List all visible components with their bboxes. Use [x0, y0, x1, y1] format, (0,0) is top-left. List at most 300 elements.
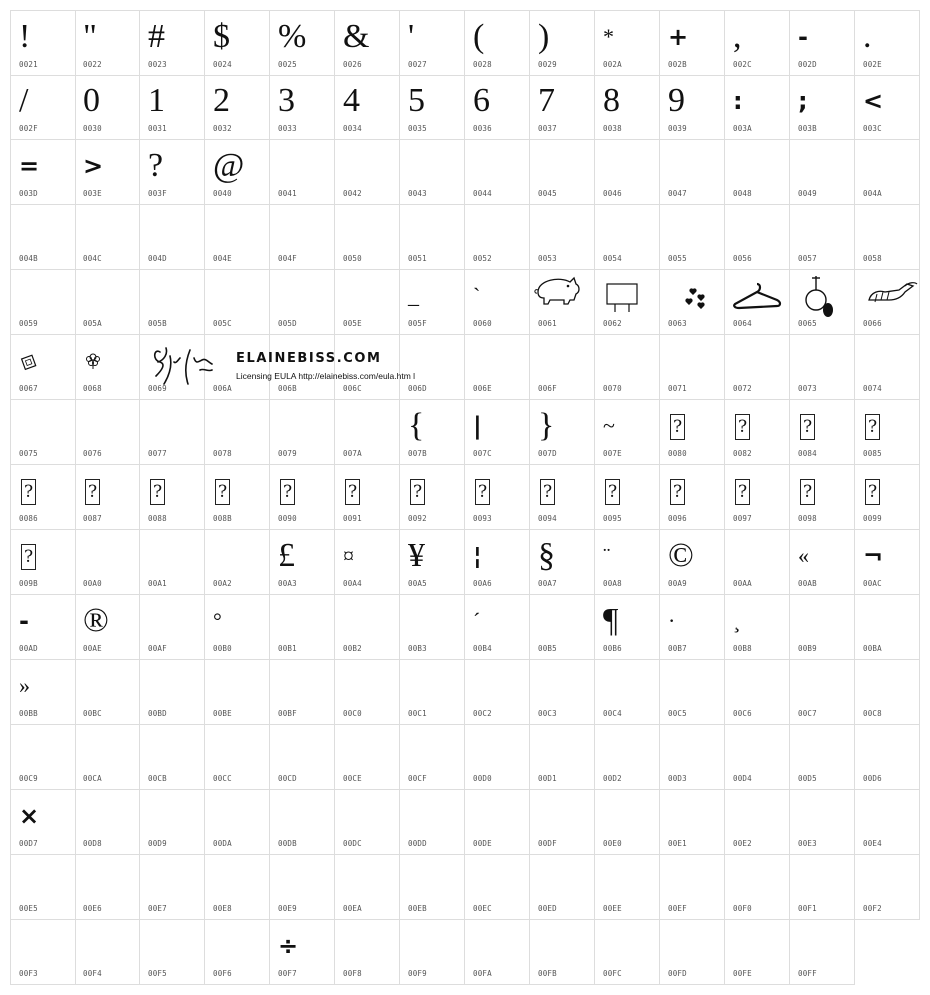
- glyph-cell-0061: [530, 270, 595, 335]
- codepoint-label: 005A: [83, 319, 102, 328]
- glyph-cell-00e2: [725, 790, 790, 855]
- glyph-cell-006e: [465, 335, 530, 400]
- glyph-cell-0088: [140, 465, 205, 530]
- glyph-cell-007c: [465, 400, 530, 465]
- codepoint-label: 0034: [343, 124, 362, 133]
- glyph-cell-00e1: [660, 790, 725, 855]
- codepoint-label: 00FF: [798, 969, 817, 978]
- glyph-cell-0024: [205, 10, 270, 76]
- glyph-cell-00d3: [660, 725, 725, 790]
- glyph-cell-0095: [595, 465, 660, 530]
- glyph-cell-0094: [530, 465, 595, 530]
- glyph: %: [278, 18, 307, 55]
- license-stamp: [150, 340, 416, 390]
- glyph: ¬: [863, 542, 884, 570]
- glyph: »: [19, 673, 30, 698]
- glyph-cell-00a9: [660, 530, 725, 595]
- glyph: `: [473, 283, 481, 308]
- codepoint-label: 007A: [343, 449, 362, 458]
- codepoint-label: 0049: [798, 189, 817, 198]
- glyph-cell-00cf: [400, 725, 465, 790]
- codepoint-label: 0029: [538, 60, 557, 69]
- glyph-cell-00cc: [205, 725, 270, 790]
- codepoint-label: 00F2: [863, 904, 882, 913]
- glyph: +: [668, 23, 689, 51]
- glyph-cell-00f2: [855, 855, 920, 920]
- codepoint-label: 00E9: [278, 904, 297, 913]
- codepoint-label: 00D4: [733, 774, 752, 783]
- codepoint-label: 005E: [343, 319, 362, 328]
- glyph-cell-00a3: [270, 530, 335, 595]
- codepoint-label: 0027: [408, 60, 427, 69]
- glyph-cell-00b7: [660, 595, 725, 660]
- glyph-cell-00c0: [335, 660, 400, 725]
- glyph-cell-003c: [855, 75, 920, 140]
- glyph-cell-0077: [140, 400, 205, 465]
- glyph: -: [798, 23, 808, 51]
- codepoint-label: 0099: [863, 514, 882, 523]
- glyph-cell-003d: [10, 140, 76, 205]
- glyph-cell-00bc: [75, 660, 140, 725]
- glyph: ¤: [343, 543, 354, 568]
- codepoint-label: 0030: [83, 124, 102, 133]
- codepoint-label: 0090: [278, 514, 297, 523]
- glyph-cell-0025: [270, 10, 335, 76]
- glyph-cell-0063: [660, 270, 725, 335]
- glyph-cell-004e: [205, 205, 270, 270]
- glyph-cell-00ab: [790, 530, 855, 595]
- codepoint-label: 0065: [798, 319, 817, 328]
- glyph-cell-00f7: [270, 920, 335, 985]
- codepoint-label: 00B6: [603, 644, 622, 653]
- glyph-cell-00df: [530, 790, 595, 855]
- codepoint-label: 00B9: [798, 644, 817, 653]
- codepoint-label: 004B: [19, 254, 38, 263]
- codepoint-label: 0066: [863, 319, 882, 328]
- codepoint-label: 0063: [668, 319, 687, 328]
- glyph-cell-0027: [400, 10, 465, 76]
- glyph-cell-00ae: [75, 595, 140, 660]
- codepoint-label: 00B1: [278, 644, 297, 653]
- codepoint-label: 0084: [798, 449, 817, 458]
- eula-text: Licensing EULA http://elainebiss.com/eula.htm l: [236, 371, 416, 381]
- glyph-cell-0058: [855, 205, 920, 270]
- glyph: 4: [343, 82, 360, 119]
- codepoint-label: 00BC: [83, 709, 102, 718]
- glyph: ·: [668, 608, 676, 633]
- codepoint-label: 0092: [408, 514, 427, 523]
- glyph: £: [278, 537, 295, 574]
- glyph-cell-0084: [790, 400, 855, 465]
- codepoint-label: 0043: [408, 189, 427, 198]
- codepoint-label: 00D6: [863, 774, 882, 783]
- glyph-cell-0036: [465, 75, 530, 140]
- glyph-cell-0064: [725, 270, 790, 335]
- glyph-cell-0033: [270, 75, 335, 140]
- glyph: @: [213, 147, 245, 184]
- glyph-cell-00d9: [140, 790, 205, 855]
- glyph-cell-00bf: [270, 660, 335, 725]
- glyph-cell-00fd: [660, 920, 725, 985]
- codepoint-label: 006E: [473, 384, 492, 393]
- codepoint-label: 006B: [278, 384, 297, 393]
- glyph-cell-0065: [790, 270, 855, 335]
- glyph: ¨: [603, 543, 611, 568]
- glyph-cell-00ad: [10, 595, 76, 660]
- codepoint-label: 00C2: [473, 709, 492, 718]
- codepoint-label: 00F7: [278, 969, 297, 978]
- codepoint-label: 0035: [408, 124, 427, 133]
- glyph-cell-00bb: [10, 660, 76, 725]
- codepoint-label: 00DE: [473, 839, 492, 848]
- codepoint-label: 0091: [343, 514, 362, 523]
- codepoint-label: 00E4: [863, 839, 882, 848]
- glyph: !: [19, 18, 31, 55]
- glyph-cell-0045: [530, 140, 595, 205]
- glyph-cell-00f1: [790, 855, 855, 920]
- codepoint-label: 00E2: [733, 839, 752, 848]
- glyph-cell-00bd: [140, 660, 205, 725]
- codepoint-label: 00BE: [213, 709, 232, 718]
- glyph: $: [213, 18, 230, 55]
- codepoint-label: 00A3: [278, 579, 297, 588]
- glyph-cell-00e8: [205, 855, 270, 920]
- glyph: /: [19, 82, 29, 119]
- glyph: _: [408, 283, 419, 308]
- codepoint-label: 0050: [343, 254, 362, 263]
- glyph-cell-005a: [75, 270, 140, 335]
- codepoint-label: 0042: [343, 189, 362, 198]
- glyph-cell-0075: [10, 400, 76, 465]
- glyph-cell-00c3: [530, 660, 595, 725]
- codepoint-label: 0048: [733, 189, 752, 198]
- glyph-cell-009b: [10, 530, 76, 595]
- codepoint-label: 003D: [19, 189, 38, 198]
- glyph-cell-004a: [855, 140, 920, 205]
- glyph: ¶: [603, 602, 619, 639]
- glyph-cell-002a: [595, 10, 660, 76]
- glyph-cell-0080: [660, 400, 725, 465]
- codepoint-label: 00D8: [83, 839, 102, 848]
- glyph-cell-00de: [465, 790, 530, 855]
- glyph-cell-00ff: [790, 920, 855, 985]
- codepoint-label: 002C: [733, 60, 752, 69]
- glyph: ~: [603, 413, 615, 438]
- codepoint-label: 00C3: [538, 709, 557, 718]
- codepoint-label: 00FC: [603, 969, 622, 978]
- glyph-cell-008b: [205, 465, 270, 530]
- glyph: ©: [668, 537, 694, 574]
- glyph: ?: [410, 479, 425, 505]
- glyph: -: [19, 607, 29, 635]
- glyph-cell-0042: [335, 140, 400, 205]
- glyph: 3: [278, 82, 295, 119]
- codepoint-label: 0097: [733, 514, 752, 523]
- codepoint-label: 00BF: [278, 709, 297, 718]
- codepoint-label: 0058: [863, 254, 882, 263]
- glyph: ?: [865, 479, 880, 505]
- glyph-cell-003a: [725, 75, 790, 140]
- codepoint-label: 0021: [19, 60, 38, 69]
- glyph-cell-00a6: [465, 530, 530, 595]
- codepoint-label: 0028: [473, 60, 492, 69]
- codepoint-label: 0064: [733, 319, 752, 328]
- signature-logo: [150, 340, 240, 390]
- codepoint-label: 003F: [148, 189, 167, 198]
- glyph-cell-0040: [205, 140, 270, 205]
- glyph: ,: [733, 18, 742, 55]
- glyph-cell-00b3: [400, 595, 465, 660]
- codepoint-label: 00D2: [603, 774, 622, 783]
- codepoint-label: 00A1: [148, 579, 167, 588]
- glyph-cell-0096: [660, 465, 725, 530]
- codepoint-label: 00AB: [798, 579, 817, 588]
- codepoint-label: 00C5: [668, 709, 687, 718]
- glyph-cell-0057: [790, 205, 855, 270]
- glyph-cell-0039: [660, 75, 725, 140]
- codepoint-label: 00D7: [19, 839, 38, 848]
- codepoint-label: 0093: [473, 514, 492, 523]
- codepoint-label: 0051: [408, 254, 427, 263]
- glyph: ¸: [733, 608, 741, 633]
- codepoint-label: 004F: [278, 254, 297, 263]
- glyph: 1: [148, 82, 165, 119]
- glyph: ?: [670, 479, 685, 505]
- codepoint-label: 0080: [668, 449, 687, 458]
- codepoint-label: 00B4: [473, 644, 492, 653]
- glyph: ;: [798, 87, 808, 115]
- codepoint-label: 002F: [19, 124, 38, 133]
- codepoint-label: 0074: [863, 384, 882, 393]
- codepoint-label: 00CF: [408, 774, 427, 783]
- glyph: ¥: [408, 537, 425, 574]
- glyph-cell-0035: [400, 75, 465, 140]
- glyph-cell-00dc: [335, 790, 400, 855]
- glyph: 5: [408, 82, 425, 119]
- glyph-cell-00c9: [10, 725, 76, 790]
- codepoint-label: 00A9: [668, 579, 687, 588]
- glyph-cell-0067: [10, 335, 76, 400]
- codepoint-label: 0037: [538, 124, 557, 133]
- box-icon: [11, 335, 75, 390]
- codepoint-label: 007B: [408, 449, 427, 458]
- glyph-cell-007b: [400, 400, 465, 465]
- glyph-cell-00d1: [530, 725, 595, 790]
- glyph-cell-00be: [205, 660, 270, 725]
- ornament-icon: [790, 270, 854, 325]
- glyph-cell-00d5: [790, 725, 855, 790]
- glyph-cell-0091: [335, 465, 400, 530]
- codepoint-label: 0052: [473, 254, 492, 263]
- codepoint-label: 00C6: [733, 709, 752, 718]
- glyph-cell-00d7: [10, 790, 76, 855]
- glyph-cell-0029: [530, 10, 595, 76]
- codepoint-label: 0033: [278, 124, 297, 133]
- codepoint-label: 005F: [408, 319, 427, 328]
- codepoint-label: 00BA: [863, 644, 882, 653]
- codepoint-label: 0022: [83, 60, 102, 69]
- codepoint-label: 00B2: [343, 644, 362, 653]
- codepoint-label: 00F3: [19, 969, 38, 978]
- codepoint-label: 0087: [83, 514, 102, 523]
- glyph: ?: [865, 414, 880, 440]
- codepoint-label: 0068: [83, 384, 102, 393]
- glyph-cell-0090: [270, 465, 335, 530]
- glyph-cell-00e3: [790, 790, 855, 855]
- codepoint-label: 00AD: [19, 644, 38, 653]
- codepoint-label: 0057: [798, 254, 817, 263]
- glyph-cell-00b0: [205, 595, 270, 660]
- glyph-cell-0062: [595, 270, 660, 335]
- glyph-cell-00d6: [855, 725, 920, 790]
- glyph: 8: [603, 82, 620, 119]
- codepoint-label: 0096: [668, 514, 687, 523]
- glyph-cell-00b9: [790, 595, 855, 660]
- codepoint-label: 00F8: [343, 969, 362, 978]
- glyph: ?: [800, 479, 815, 505]
- glyph: ): [538, 18, 550, 55]
- glyph: *: [603, 24, 614, 49]
- codepoint-label: 00A8: [603, 579, 622, 588]
- codepoint-label: 00DB: [278, 839, 297, 848]
- plane-icon: [855, 270, 919, 325]
- glyph-cell-00ee: [595, 855, 660, 920]
- codepoint-label: 00F5: [148, 969, 167, 978]
- glyph: ?: [800, 414, 815, 440]
- glyph-cell-00ef: [660, 855, 725, 920]
- codepoint-label: 00E1: [668, 839, 687, 848]
- glyph: °: [213, 608, 222, 633]
- glyph-cell-0049: [790, 140, 855, 205]
- glyph-cell-0022: [75, 10, 140, 76]
- codepoint-label: 0056: [733, 254, 752, 263]
- glyph: ?: [670, 414, 685, 440]
- codepoint-label: 00E5: [19, 904, 38, 913]
- glyph-cell-0070: [595, 335, 660, 400]
- codepoint-label: 002E: [863, 60, 882, 69]
- glyph-cell-0097: [725, 465, 790, 530]
- codepoint-label: 00A4: [343, 579, 362, 588]
- glyph: ?: [345, 479, 360, 505]
- codepoint-label: 0086: [19, 514, 38, 523]
- glyph-cell-007d: [530, 400, 595, 465]
- codepoint-label: 00BB: [19, 709, 38, 718]
- codepoint-label: 00A0: [83, 579, 102, 588]
- glyph-cell-00ac: [855, 530, 920, 595]
- glyph: 6: [473, 82, 490, 119]
- glyph-cell-007a: [335, 400, 400, 465]
- codepoint-label: 00D1: [538, 774, 557, 783]
- codepoint-label: 00A7: [538, 579, 557, 588]
- codepoint-label: 00CA: [83, 774, 102, 783]
- glyph: ?: [21, 544, 36, 570]
- glyph-cell-00b1: [270, 595, 335, 660]
- glyph-cell-00fb: [530, 920, 595, 985]
- glyph-cell-0068: [75, 335, 140, 400]
- codepoint-label: 00C8: [863, 709, 882, 718]
- glyph-cell-00cd: [270, 725, 335, 790]
- codepoint-label: 00B0: [213, 644, 232, 653]
- glyph-cell-00b4: [465, 595, 530, 660]
- codepoint-label: 00D0: [473, 774, 492, 783]
- glyph-cell-0046: [595, 140, 660, 205]
- codepoint-label: 00AE: [83, 644, 102, 653]
- glyph-cell-0060: [465, 270, 530, 335]
- glyph-cell-0053: [530, 205, 595, 270]
- codepoint-label: 0055: [668, 254, 687, 263]
- codepoint-label: 00E0: [603, 839, 622, 848]
- glyph: «: [798, 543, 809, 568]
- codepoint-label: 008B: [213, 514, 232, 523]
- codepoint-label: 007D: [538, 449, 557, 458]
- hanger-icon: [725, 270, 789, 325]
- glyph-cell-00e5: [10, 855, 76, 920]
- codepoint-label: 00FD: [668, 969, 687, 978]
- codepoint-label: 0088: [148, 514, 167, 523]
- glyph: ?: [21, 479, 36, 505]
- glyph-cell-00a1: [140, 530, 205, 595]
- codepoint-label: 00CD: [278, 774, 297, 783]
- glyph-cell-00c7: [790, 660, 855, 725]
- glyph-cell-00ce: [335, 725, 400, 790]
- glyph-cell-00c4: [595, 660, 660, 725]
- glyph: ?: [605, 479, 620, 505]
- glyph: ": [83, 18, 97, 55]
- codepoint-label: 0069: [148, 384, 167, 393]
- codepoint-label: 0073: [798, 384, 817, 393]
- codepoint-label: 0031: [148, 124, 167, 133]
- codepoint-label: 006A: [213, 384, 232, 393]
- glyph-grid: [10, 10, 920, 985]
- glyph-cell-0023: [140, 10, 205, 76]
- glyph: ?: [540, 479, 555, 505]
- codepoint-label: 0078: [213, 449, 232, 458]
- codepoint-label: 00B8: [733, 644, 752, 653]
- codepoint-label: 00AA: [733, 579, 752, 588]
- codepoint-label: 007E: [603, 449, 622, 458]
- codepoint-label: 003E: [83, 189, 102, 198]
- codepoint-label: 0095: [603, 514, 622, 523]
- glyph: .: [863, 18, 872, 55]
- glyph-cell-00a0: [75, 530, 140, 595]
- glyph-cell-0071: [660, 335, 725, 400]
- codepoint-label: 0038: [603, 124, 622, 133]
- glyph-cell-0059: [10, 270, 76, 335]
- glyph-cell-0034: [335, 75, 400, 140]
- pig-icon: [530, 270, 594, 325]
- glyph-cell-002d: [790, 10, 855, 76]
- glyph-cell-005e: [335, 270, 400, 335]
- codepoint-label: 0098: [798, 514, 817, 523]
- glyph: ¦: [473, 542, 482, 570]
- glyph-cell-0047: [660, 140, 725, 205]
- codepoint-label: 0039: [668, 124, 687, 133]
- codepoint-label: 00DF: [538, 839, 557, 848]
- glyph-cell-00fc: [595, 920, 660, 985]
- codepoint-label: 0053: [538, 254, 557, 263]
- glyph-cell-0026: [335, 10, 400, 76]
- glyph-cell-0082: [725, 400, 790, 465]
- glyph-cell-00d8: [75, 790, 140, 855]
- glyph: <: [863, 87, 884, 115]
- codepoint-label: 00AC: [863, 579, 882, 588]
- glyph-cell-0072: [725, 335, 790, 400]
- glyph-cell-00f8: [335, 920, 400, 985]
- codepoint-label: 00DD: [408, 839, 427, 848]
- codepoint-label: 00EA: [343, 904, 362, 913]
- glyph-cell-0066: [855, 270, 920, 335]
- codepoint-label: 00C0: [343, 709, 362, 718]
